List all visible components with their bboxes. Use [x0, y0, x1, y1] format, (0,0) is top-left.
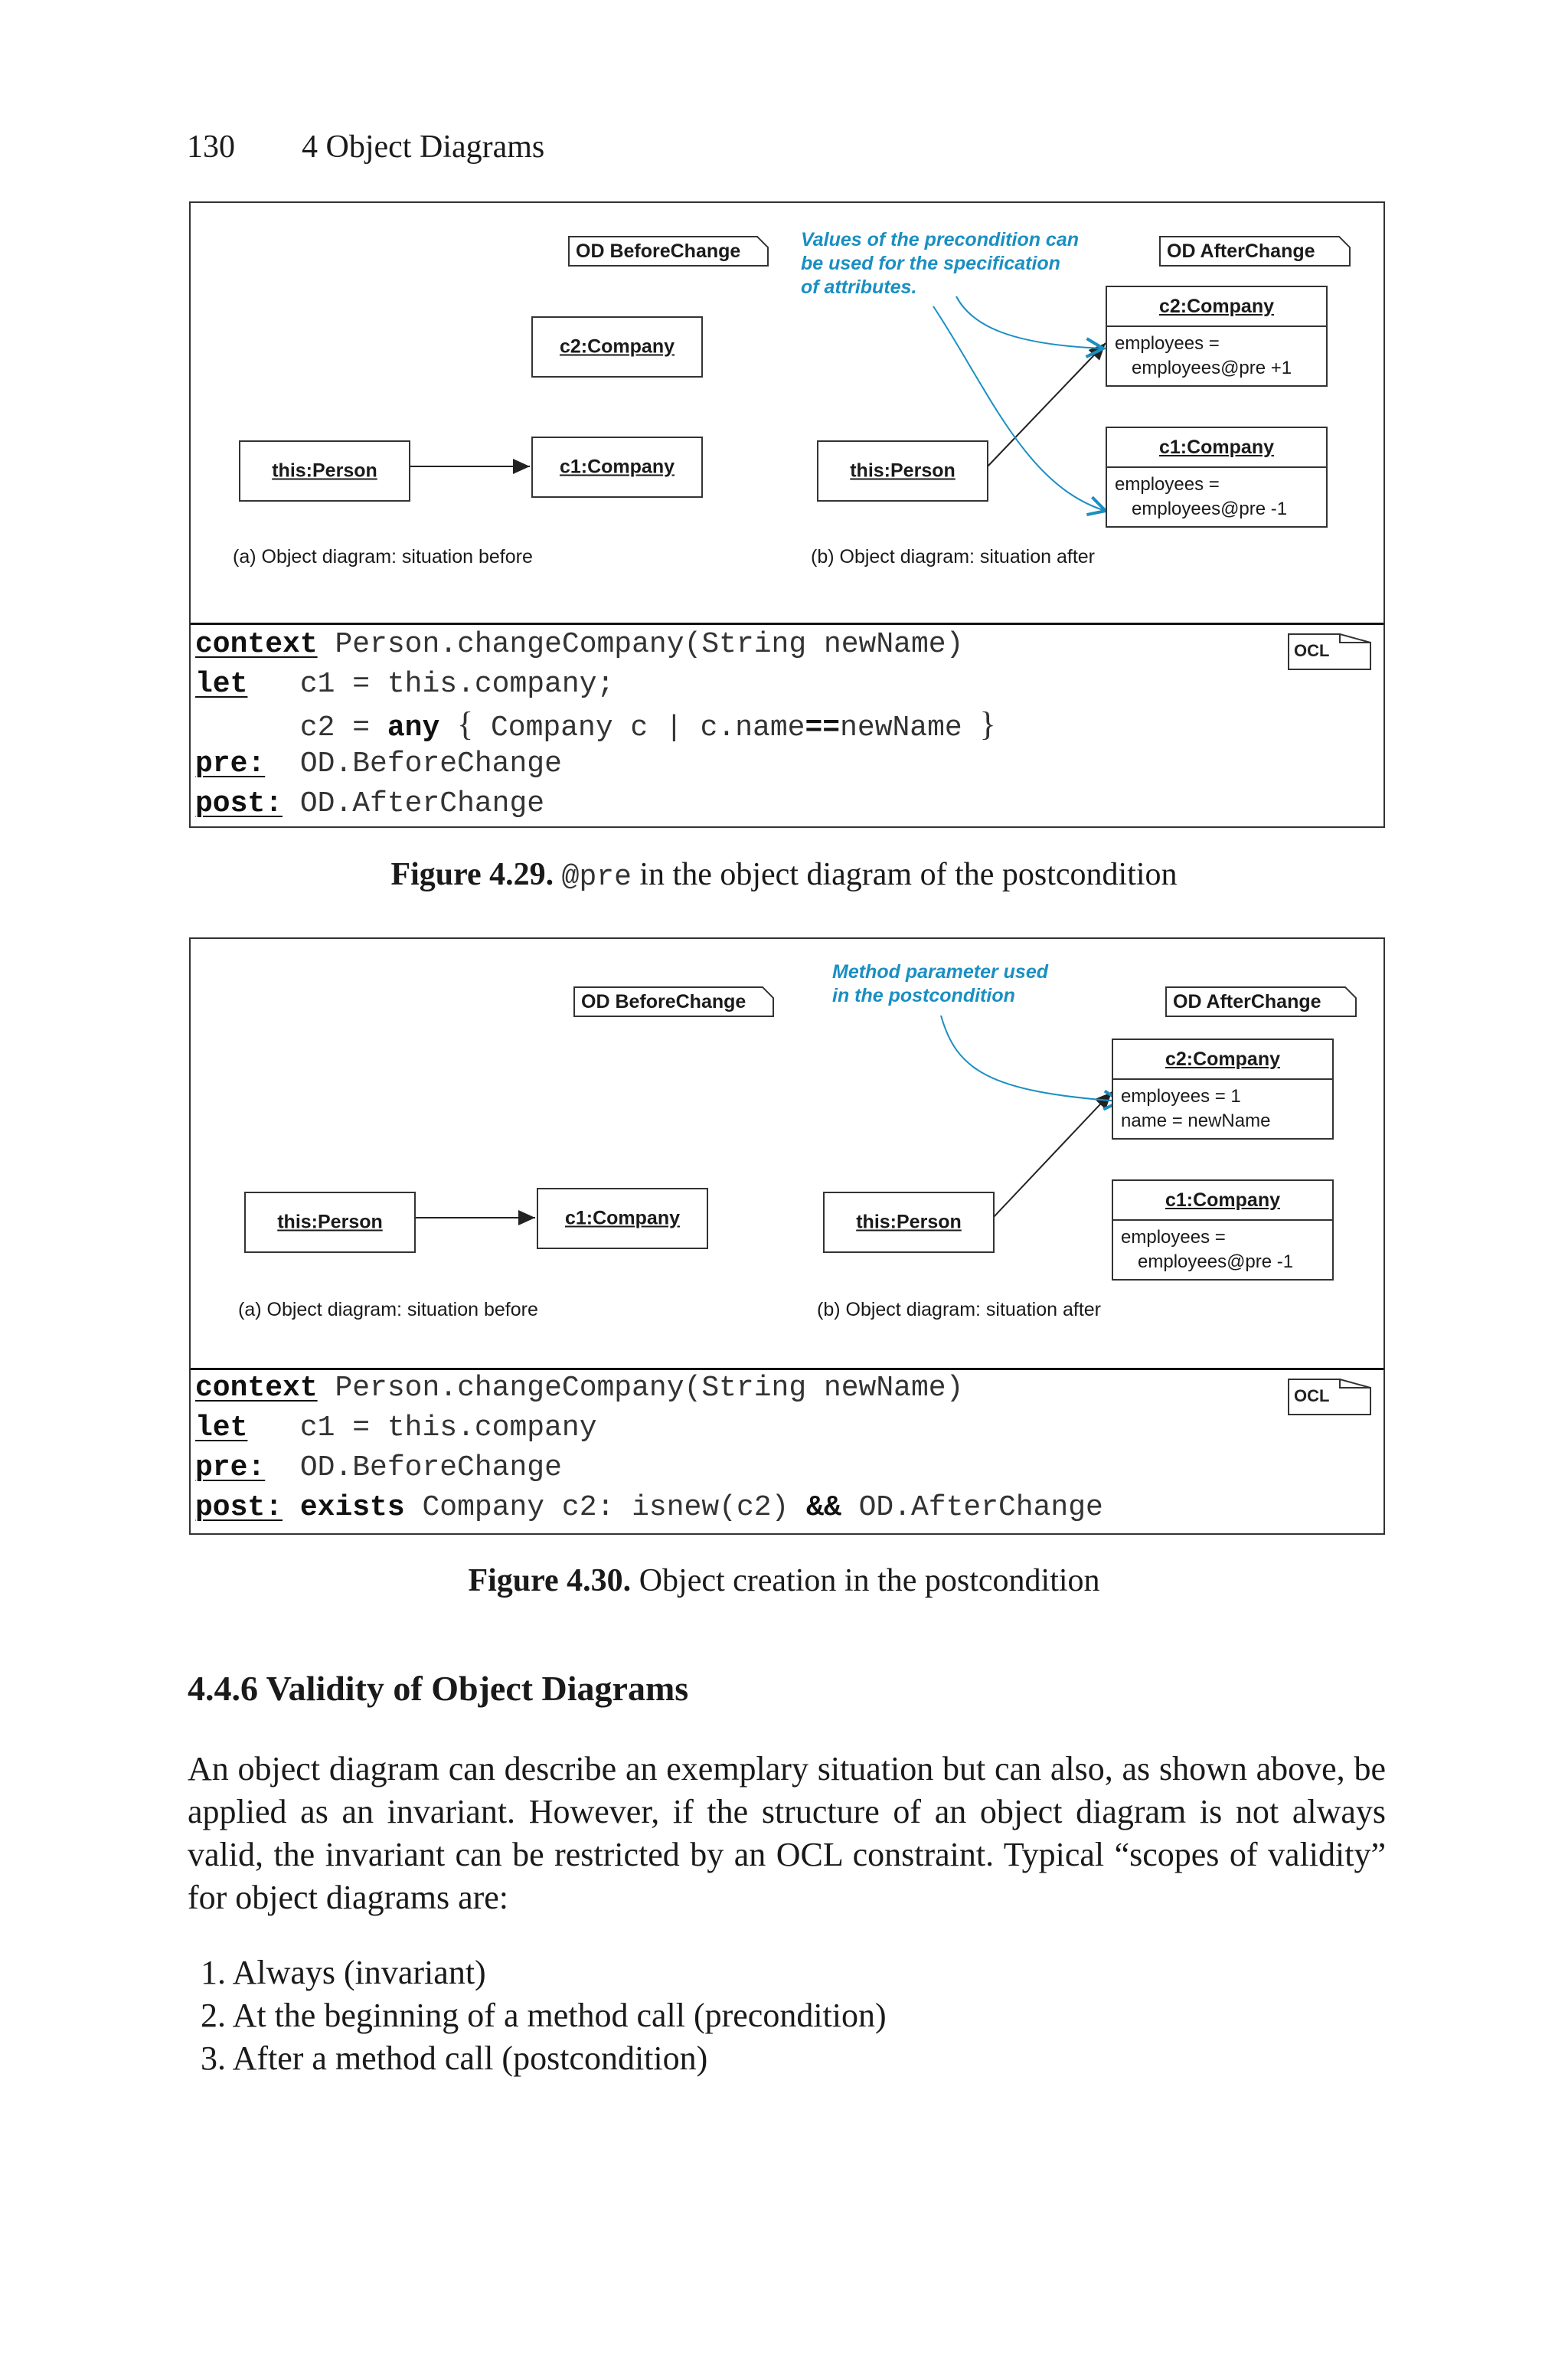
figure-4-29: [189, 201, 1385, 828]
subcaption-before: (a) Object diagram: situation before: [238, 1299, 538, 1320]
object-person-before: this:Person: [239, 440, 410, 502]
validity-scope-list: [201, 1951, 887, 2080]
chapter-title: 4 Object Diagrams: [302, 129, 545, 165]
code-line: pre: OD.BeforeChange: [195, 1451, 562, 1484]
code-line: pre: OD.BeforeChange: [195, 747, 562, 780]
object-person-after: this:Person: [817, 440, 988, 502]
code-line: c2 = any { Company c | c.name==newName }: [195, 705, 996, 744]
code-line: let c1 = this.company;: [195, 668, 615, 701]
object-c2-company-after: c2:Company employees = 1 name = newName: [1112, 1039, 1334, 1140]
object-c1-company-after: c1:Company employees = employees@pre -1: [1112, 1179, 1334, 1281]
od-label-after: OD AfterChange: [1165, 986, 1357, 1017]
list-item: 2. At the beginning of a method call (precondition): [201, 1997, 887, 2034]
object-person-before: this:Person: [244, 1192, 416, 1253]
figure-4-29-diagram: [191, 203, 1383, 625]
od-label-before: OD BeforeChange: [573, 986, 774, 1017]
ocl-badge: OCL: [1288, 633, 1372, 670]
note-pointer-c2: [956, 296, 1103, 348]
subcaption-before: (a) Object diagram: situation before: [233, 546, 533, 568]
body-paragraph: An object diagram can describe an exemplary situation but can also, as shown above, be applied as an invariant. However, if the structure of an object diagram is not always valid, the invariant can be restricted by an OCL constraint. Typical “scopes of validity” for object diagrams are:: [188, 1750, 1386, 1916]
code-line: post: OD.AfterChange: [195, 787, 545, 820]
code-line: let c1 = this.company: [195, 1411, 597, 1444]
list-item: 3. After a method call (postcondition): [201, 2039, 708, 2077]
code-line: context Person.changeCompany(String newName): [195, 628, 964, 661]
subcaption-after: (b) Object diagram: situation after: [817, 1299, 1101, 1320]
link-person-c2-after: [987, 343, 1106, 467]
figure-4-30-diagram: [191, 939, 1383, 1370]
code-line: post: exists Company c2: isnew(c2) && OD.AfterChange: [195, 1491, 1103, 1524]
figure-4-30-ocl-code: [191, 1368, 1383, 1533]
note-method-parameter: Method parameter used in the postcondition: [832, 961, 1049, 1006]
object-c1-company-before: c1:Company: [537, 1188, 708, 1249]
note-precondition-values: Values of the precondition can be used for the specification of attributes.: [801, 229, 1080, 298]
code-line: context Person.changeCompany(String newName): [195, 1372, 964, 1405]
note-pointer-c2: [941, 1016, 1121, 1101]
figure-4-30: [189, 937, 1385, 1535]
link-person-c2-after: [993, 1092, 1112, 1218]
object-c1-company-before: c1:Company: [531, 437, 703, 498]
section-heading: 4.4.6 Validity of Object Diagrams: [188, 1669, 689, 1708]
figure-4-29-caption: Figure 4.29. @pre in the object diagram of the postcondition: [390, 857, 1178, 894]
ocl-badge: OCL: [1288, 1379, 1372, 1415]
figure-4-30-caption: Figure 4.30. Object creation in the postcondition: [468, 1563, 1100, 1598]
object-person-after: this:Person: [823, 1192, 995, 1253]
figure-4-29-ocl-code: [191, 623, 1383, 826]
page-number: 130: [187, 129, 235, 165]
object-c2-company-before: c2:Company: [531, 316, 703, 378]
object-c2-company-after: c2:Company employees = employees@pre +1: [1106, 286, 1328, 387]
object-c1-company-after: c1:Company employees = employees@pre -1: [1106, 427, 1328, 528]
list-item: 1. Always (invariant): [201, 1954, 486, 1991]
subcaption-after: (b) Object diagram: situation after: [811, 546, 1095, 568]
od-label-after: OD AfterChange: [1159, 236, 1351, 267]
od-label-before: OD BeforeChange: [568, 236, 769, 267]
